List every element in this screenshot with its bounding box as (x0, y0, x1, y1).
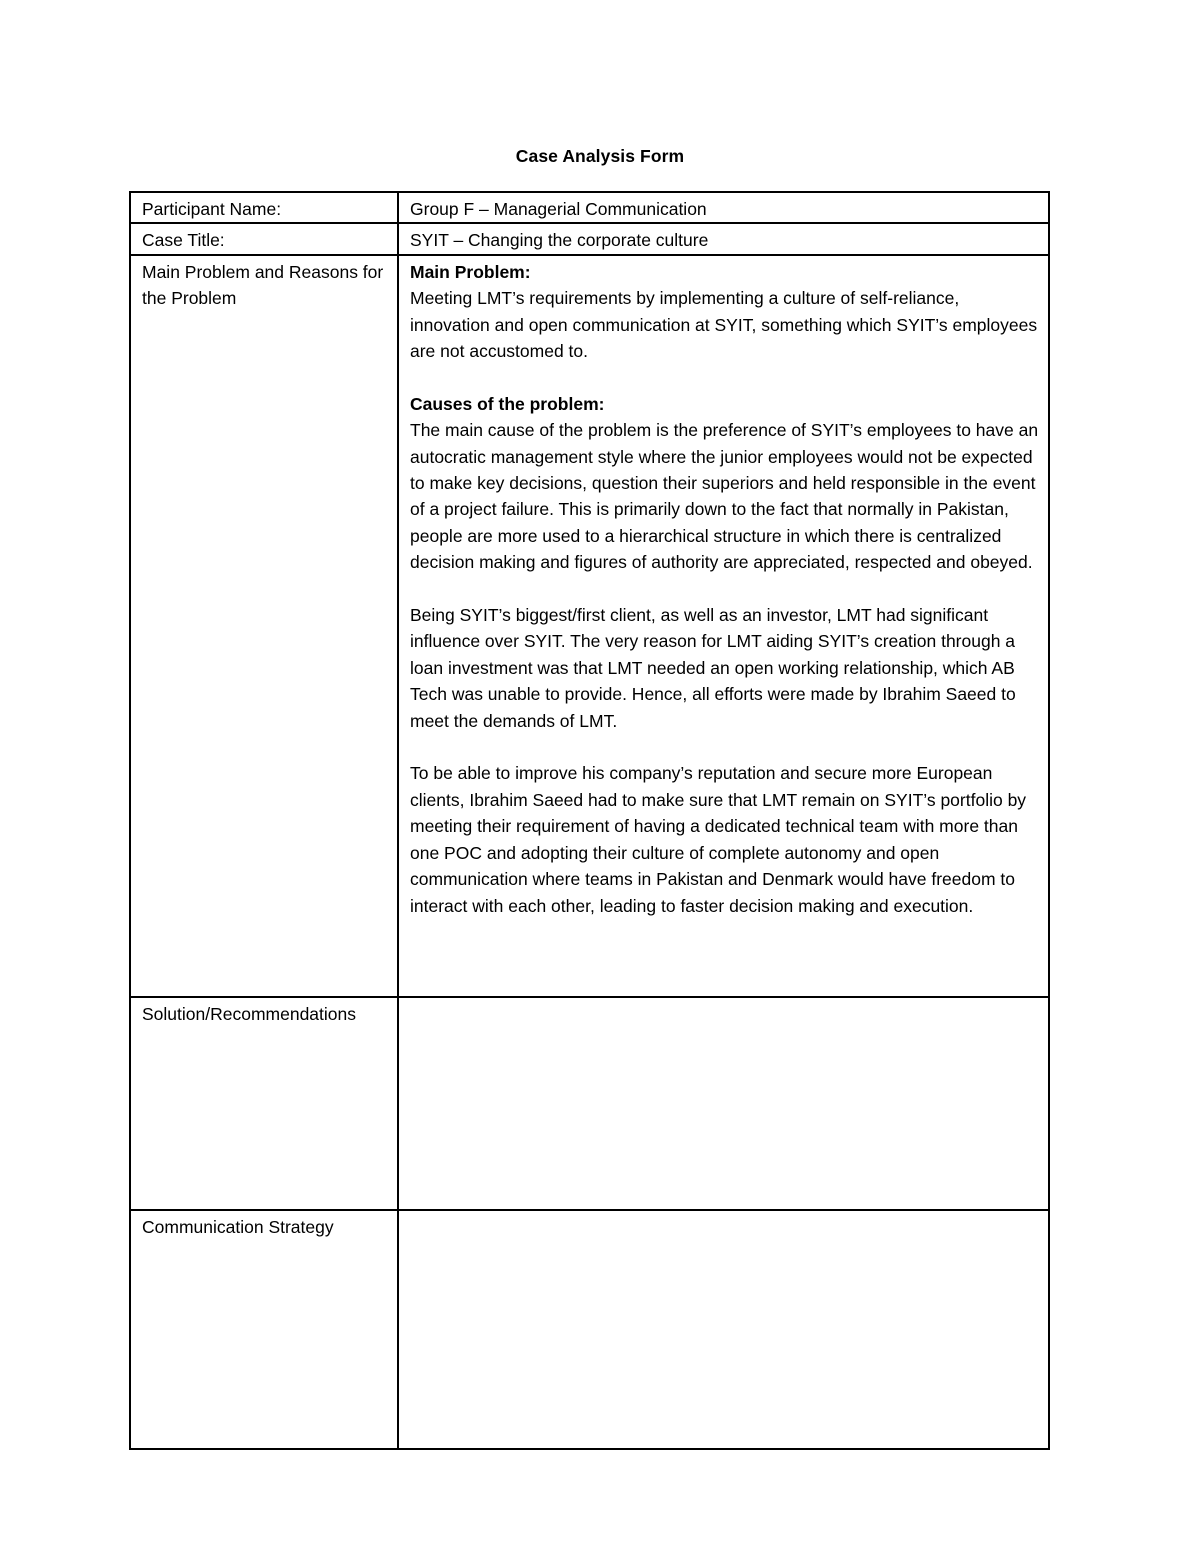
solution-field[interactable] (398, 997, 1049, 1210)
main-problem-heading: Main Problem: (410, 261, 531, 282)
paragraph-spacer (410, 576, 1040, 602)
causes-heading: Causes of the problem: (410, 393, 605, 414)
communication-label: Communication Strategy (130, 1210, 398, 1449)
solution-row (130, 997, 1049, 1210)
causes-paragraph-3: To be able to improve his company’s reputation and secure more European clients, Ibrahim Saeed had to make sure that LMT remain on SYIT’s portfolio by meeting their requirement of having a dedicated technical team with more than one POC and adopting their culture of complete autonomy and open communication where teams in Pakistan and Denmark would have freedom to interact with each other, leading to faster decision making and execution. (410, 763, 1027, 916)
main-problem-text: Meeting LMT’s requirements by implementing a culture of self-reliance, innovation and open communication at SYIT, something which SYIT’s employees are not accustomed to. (410, 288, 1038, 362)
case-analysis-table (129, 191, 1050, 1450)
case-title-label: Case Title: (130, 223, 398, 254)
causes-paragraph-1: The main cause of the problem is the preference of SYIT’s employees to have an autocratic management style where the junior employees would not be expected to make key decisions, question their superiors and held responsible in the event of a project failure. This is primarily down to the fact that normally in Pakistan, people are more used to a hierarchical structure in which there is centralized decision making and figures of authority are appreciated, respected and obeyed. (410, 420, 1039, 573)
case-title-value-field[interactable]: SYIT – Changing the corporate culture (398, 223, 1049, 254)
paragraph-spacer (410, 364, 1040, 390)
main-problem-content-field[interactable] (398, 255, 1049, 997)
paragraph-spacer (410, 734, 1040, 760)
communication-field[interactable] (398, 1210, 1049, 1449)
solution-label: Solution/Recommendations (130, 997, 398, 1210)
participant-value-field[interactable]: Group F – Managerial Communication (398, 192, 1049, 223)
page-title: Case Analysis Form (515, 146, 685, 166)
main-problem-label: Main Problem and Reasons for the Problem (130, 255, 398, 997)
case-title-row (130, 223, 1049, 254)
causes-paragraph-2: Being SYIT’s biggest/first client, as well as an investor, LMT had significant influence over SYIT. The very reason for LMT aiding SYIT’s creation through a loan investment was that LMT needed an open working relationship, which AB Tech was unable to provide. Hence, all efforts were made by Ibrahim Saeed to meet the demands of LMT. (410, 605, 1016, 731)
communication-row (130, 1210, 1049, 1449)
participant-row (130, 192, 1049, 223)
main-problem-row (130, 255, 1049, 997)
participant-label: Participant Name: (130, 192, 398, 223)
